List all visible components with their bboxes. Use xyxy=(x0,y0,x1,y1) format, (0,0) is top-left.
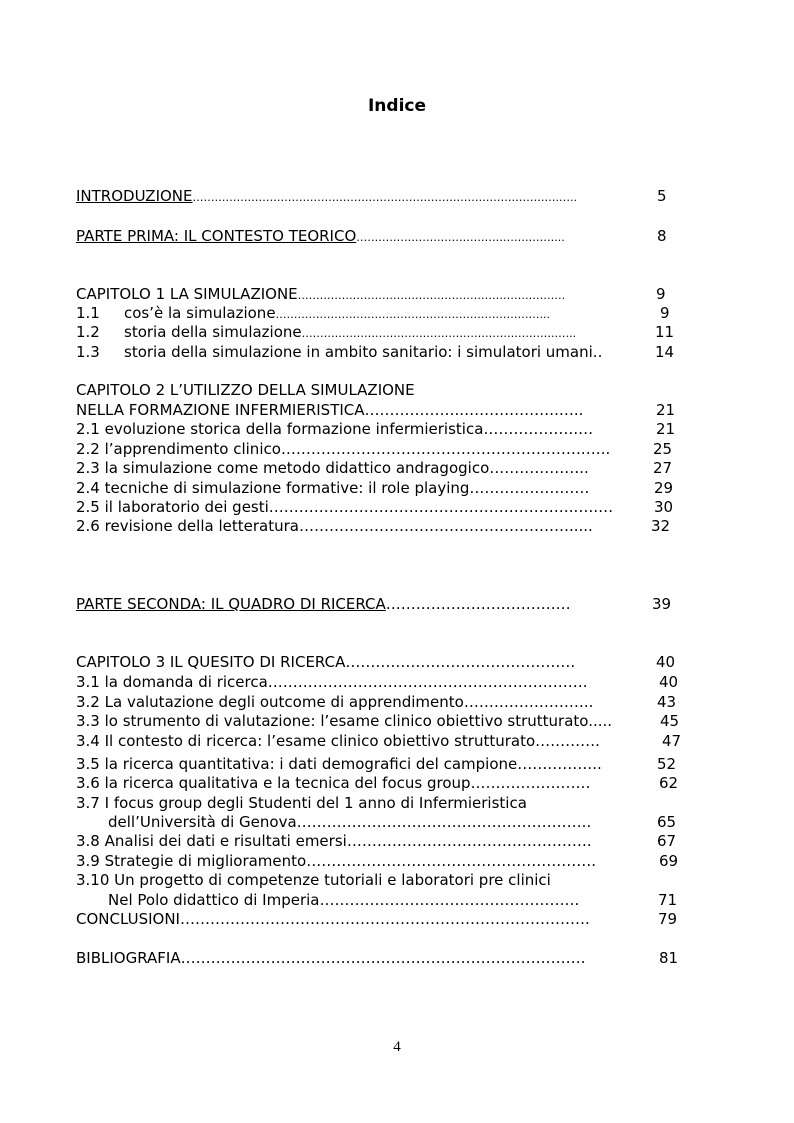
toc-entry-bibliografia[interactable] xyxy=(76,948,586,968)
toc-section-number: 1.2 xyxy=(76,323,100,341)
toc-page-number: 8 xyxy=(657,227,667,245)
toc-page-number: 71 xyxy=(658,891,678,909)
toc-leader-dots: ………………………………………………………………………. xyxy=(179,910,590,928)
toc-entry-3-6[interactable] xyxy=(76,773,591,793)
toc-entry-capitolo-2-line2[interactable] xyxy=(76,400,583,420)
toc-entry-text: 2.5 il laboratorio dei gesti xyxy=(76,498,269,516)
toc-page-number: 9 xyxy=(656,285,666,303)
toc-entry-3-5[interactable] xyxy=(76,754,602,774)
toc-entry-introduzione[interactable] xyxy=(76,186,577,208)
toc-entry-2-3[interactable] xyxy=(76,458,589,478)
toc-entry-text: 3.9 Strategie di miglioramento xyxy=(76,852,307,870)
toc-entry-text: 3.1 la domanda di ricerca xyxy=(76,673,268,691)
toc-entry-1-2[interactable] xyxy=(76,322,576,344)
toc-entry-text: 3.10 Un progetto di competenze tutoriali e laboratori pre clinici xyxy=(76,871,551,889)
toc-leader-dots: …………………………………………. xyxy=(346,832,592,850)
toc-entry-text: dell’Università di Genova xyxy=(108,813,297,831)
toc-entry-text: PARTE SECONDA: IL QUADRO DI RICERCA xyxy=(76,595,386,613)
toc-leader-dots: ……………….. xyxy=(489,459,589,477)
toc-leader-dots: ………………………………………………………………. xyxy=(297,289,566,302)
toc-page-number: 25 xyxy=(653,440,673,458)
toc-entry-text: 3.6 la ricerca qualitativa e la tecnica del focus group xyxy=(76,774,471,792)
toc-leader-dots: …………………….. xyxy=(463,693,594,711)
toc-entry-text: CAPITOLO 2 L’UTILIZZO DELLA SIMULAZIONE xyxy=(76,381,415,399)
toc-entry-2-2[interactable] xyxy=(76,439,610,459)
toc-page-number: 81 xyxy=(659,949,679,967)
toc-leader-dots: ……………………………………………………………………………………….….. xyxy=(192,191,578,204)
toc-entry-text: storia della simulazione in ambito sanitario: i simulatori umani xyxy=(124,343,593,361)
toc-leader-dots: …………………………………………………….….. xyxy=(280,440,611,458)
toc-entry-capitolo-3[interactable] xyxy=(76,652,575,672)
toc-entry-text: 2.4 tecniche di simulazione formative: il role playing xyxy=(76,479,470,497)
toc-entry-text: CONCLUSIONI xyxy=(76,910,180,928)
toc-leader-dots: …………………………….… xyxy=(385,595,571,613)
toc-entry-text: CAPITOLO 1 LA SIMULAZIONE xyxy=(76,285,298,303)
toc-entry-text: 2.1 evoluzione storica della formazione infermieristica xyxy=(76,420,484,438)
toc-entry-text: 2.3 la simulazione come metodo didattico andragogico xyxy=(76,459,490,477)
toc-leader-dots: ………………………………………………..... xyxy=(298,517,593,535)
toc-entry-3-7-line2[interactable] xyxy=(108,812,591,832)
toc-leader-dots: …………………… xyxy=(469,479,590,497)
toc-leader-dots: …………………………………………………. xyxy=(306,852,596,870)
toc-entry-3-10-line2[interactable] xyxy=(108,890,579,910)
toc-entry-3-7-line1[interactable] xyxy=(76,793,527,813)
toc-entry-parte-seconda[interactable] xyxy=(76,594,571,614)
toc-page-number: 27 xyxy=(653,459,673,477)
toc-page-number: 21 xyxy=(656,420,676,438)
toc-entry-text: 3.4 Il contesto di ricerca: l’esame clinico obiettivo strutturato xyxy=(76,732,536,750)
toc-leader-dots: …………………… xyxy=(470,774,591,792)
toc-entry-text: BIBLIOGRAFIA xyxy=(76,949,181,967)
toc-entry-1-3[interactable] xyxy=(76,342,602,362)
toc-entry-3-9[interactable] xyxy=(76,851,596,871)
toc-page-number: 11 xyxy=(655,323,675,341)
toc-page-number: 21 xyxy=(656,401,676,419)
toc-leader-dots: ………………………………………………………. xyxy=(267,673,588,691)
toc-entry-3-3[interactable] xyxy=(76,711,612,731)
toc-entry-2-5[interactable] xyxy=(76,497,613,517)
toc-leader-dots: ……………….… xyxy=(483,420,594,438)
toc-leader-dots: ……………………………………………………………………… xyxy=(180,949,586,967)
toc-leader-dots: .. xyxy=(592,343,603,361)
toc-page-number: 79 xyxy=(658,910,678,928)
toc-entry-capitolo-2-line1[interactable] xyxy=(76,380,415,400)
toc-page-number: 40 xyxy=(656,653,676,671)
toc-page-number: 67 xyxy=(657,832,677,850)
toc-entry-text: Nel Polo didattico di Imperia xyxy=(108,891,320,909)
toc-entry-text: 2.2 l’apprendimento clinico xyxy=(76,440,281,458)
toc-page-number: 43 xyxy=(657,693,677,711)
toc-entry-text: 3.5 la ricerca quantitativa: i dati demografici del campione xyxy=(76,755,518,773)
toc-entry-2-1[interactable] xyxy=(76,419,593,439)
toc-entry-3-8[interactable] xyxy=(76,831,592,851)
toc-entry-3-4[interactable] xyxy=(76,731,600,751)
toc-entry-text: NELLA FORMAZIONE INFERMIERISTICA xyxy=(76,401,365,419)
toc-entry-3-2[interactable] xyxy=(76,692,593,712)
toc-page-number: 14 xyxy=(655,343,675,361)
toc-entry-text: 2.6 revisione della letteratura xyxy=(76,517,299,535)
toc-entry-text: storia della simulazione xyxy=(124,323,302,341)
toc-entry-text: CAPITOLO 3 IL QUESITO DI RICERCA xyxy=(76,653,346,671)
toc-leader-dots: ………………………………………. xyxy=(345,653,576,671)
toc-leader-dots: ………………………………………………….. xyxy=(296,813,592,831)
toc-section-number: 1.1 xyxy=(76,304,100,322)
toc-page-number: 52 xyxy=(657,755,677,773)
toc-entry-conclusioni[interactable] xyxy=(76,909,590,929)
toc-entry-text: 3.7 I focus group degli Studenti del 1 anno di Infermieristica xyxy=(76,794,527,812)
toc-entry-text: 3.8 Analisi dei dati e risultati emersi xyxy=(76,832,347,850)
toc-page-number: 47 xyxy=(662,732,682,750)
toc-entry-text: PARTE PRIMA: IL CONTESTO TEORICO xyxy=(76,227,357,245)
toc-leader-dots: ……………………………………………. xyxy=(319,891,580,909)
toc-page-number: 29 xyxy=(654,479,674,497)
toc-entry-text: cos’è la simulazione xyxy=(124,304,276,322)
toc-page-number: 5 xyxy=(657,187,667,205)
toc-entry-parte-prima[interactable] xyxy=(76,226,565,248)
toc-leader-dots: ………………………………………………... xyxy=(356,231,565,244)
toc-entry-text: 3.3 lo strumento di valutazione: l’esame clinico obiettivo strutturato xyxy=(76,712,589,730)
toc-entry-2-6[interactable] xyxy=(76,516,593,536)
toc-page-number: 62 xyxy=(659,774,679,792)
toc-entry-text: INTRODUZIONE xyxy=(76,187,193,205)
toc-entry-3-10-line1[interactable] xyxy=(76,870,551,890)
toc-page-number: 9 xyxy=(660,304,670,322)
toc-page-number: 32 xyxy=(651,517,671,535)
toc-entry-text: 3.2 La valutazione degli outcome di apprendimento xyxy=(76,693,464,711)
page-title: Indice xyxy=(367,96,427,116)
page-number-footer: 4 xyxy=(393,1039,401,1055)
toc-page-number: 69 xyxy=(659,852,679,870)
toc-page-number: 40 xyxy=(659,673,679,691)
toc-entry-2-4[interactable] xyxy=(76,478,589,498)
toc-leader-dots: ..... xyxy=(588,712,613,730)
toc-leader-dots: …………. xyxy=(535,732,600,750)
toc-page-number: 30 xyxy=(654,498,674,516)
toc-page-number: 65 xyxy=(657,813,677,831)
toc-leader-dots: …………………………………………………………….….. xyxy=(301,327,577,340)
toc-leader-dots: ……………………………………………………..….… xyxy=(268,498,614,516)
toc-page-number: 39 xyxy=(652,595,672,613)
toc-leader-dots: ………………..……………….….. xyxy=(364,401,584,419)
toc-leader-dots: …………….. xyxy=(517,755,602,773)
toc-page-number: 45 xyxy=(660,712,680,730)
toc-section-number: 1.3 xyxy=(76,343,100,361)
toc-entry-3-1[interactable] xyxy=(76,672,588,692)
toc-leader-dots: ………………………………………………………………... xyxy=(275,308,551,321)
